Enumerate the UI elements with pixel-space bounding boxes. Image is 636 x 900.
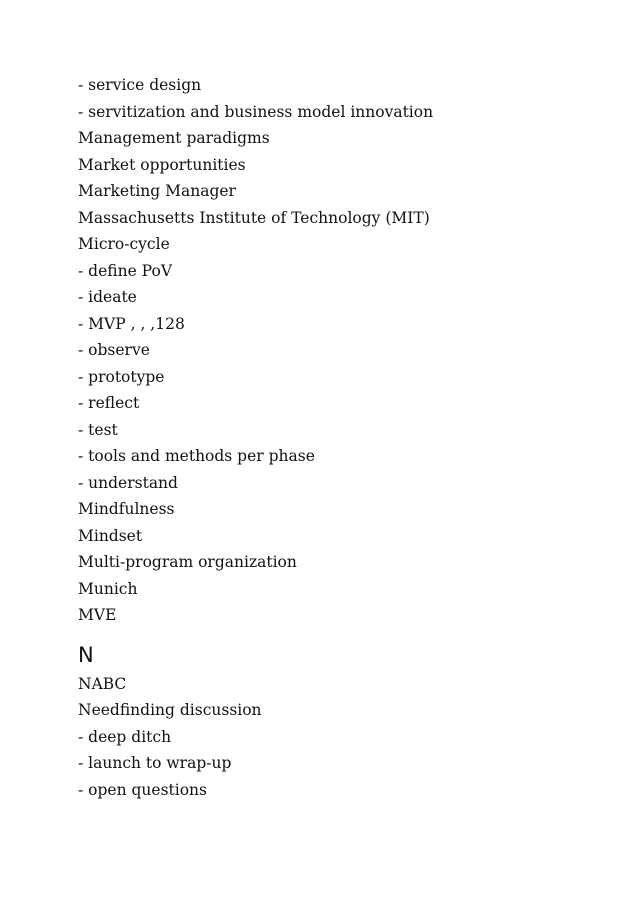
- index-entry: Needfinding discussion: [78, 701, 262, 719]
- index-entry: Micro-cycle: [78, 235, 170, 253]
- index-entry: - understand: [78, 473, 178, 492]
- index-entry: Market opportunities: [78, 155, 246, 174]
- index-entry: Mindfulness: [78, 500, 175, 518]
- index-page: [78, 72, 598, 803]
- index-entry: Munich: [78, 579, 138, 598]
- index-entry: - observe: [78, 341, 150, 359]
- index-entry: Massachusetts Institute of Technology (MIT): [78, 208, 430, 227]
- index-entry: Marketing Manager: [78, 182, 236, 200]
- index-entry: - servitization and business model innovation: [78, 102, 434, 121]
- index-entry: Mindset: [78, 526, 143, 545]
- index-entry: - define PoV: [78, 261, 173, 280]
- index-entry: Management paradigms: [78, 129, 270, 147]
- index-entry: - service design: [78, 76, 202, 94]
- index-entry: - open questions: [78, 780, 207, 799]
- index-entry: Multi-program organization: [78, 553, 297, 571]
- index-entry: - test: [78, 420, 118, 439]
- index-section-letter: N: [78, 642, 94, 667]
- index-entry: - ideate: [78, 288, 137, 306]
- index-entry: NABC: [78, 674, 127, 693]
- index-entry: - tools and methods per phase: [78, 447, 315, 465]
- index-entry: - launch to wrap-up: [78, 754, 232, 772]
- index-entry: MVE: [78, 606, 117, 624]
- index-entry: - MVP , , ,128: [78, 314, 185, 333]
- index-entry: - reflect: [78, 394, 140, 412]
- index-entry: - prototype: [78, 367, 165, 386]
- index-entry: - deep ditch: [78, 727, 172, 746]
